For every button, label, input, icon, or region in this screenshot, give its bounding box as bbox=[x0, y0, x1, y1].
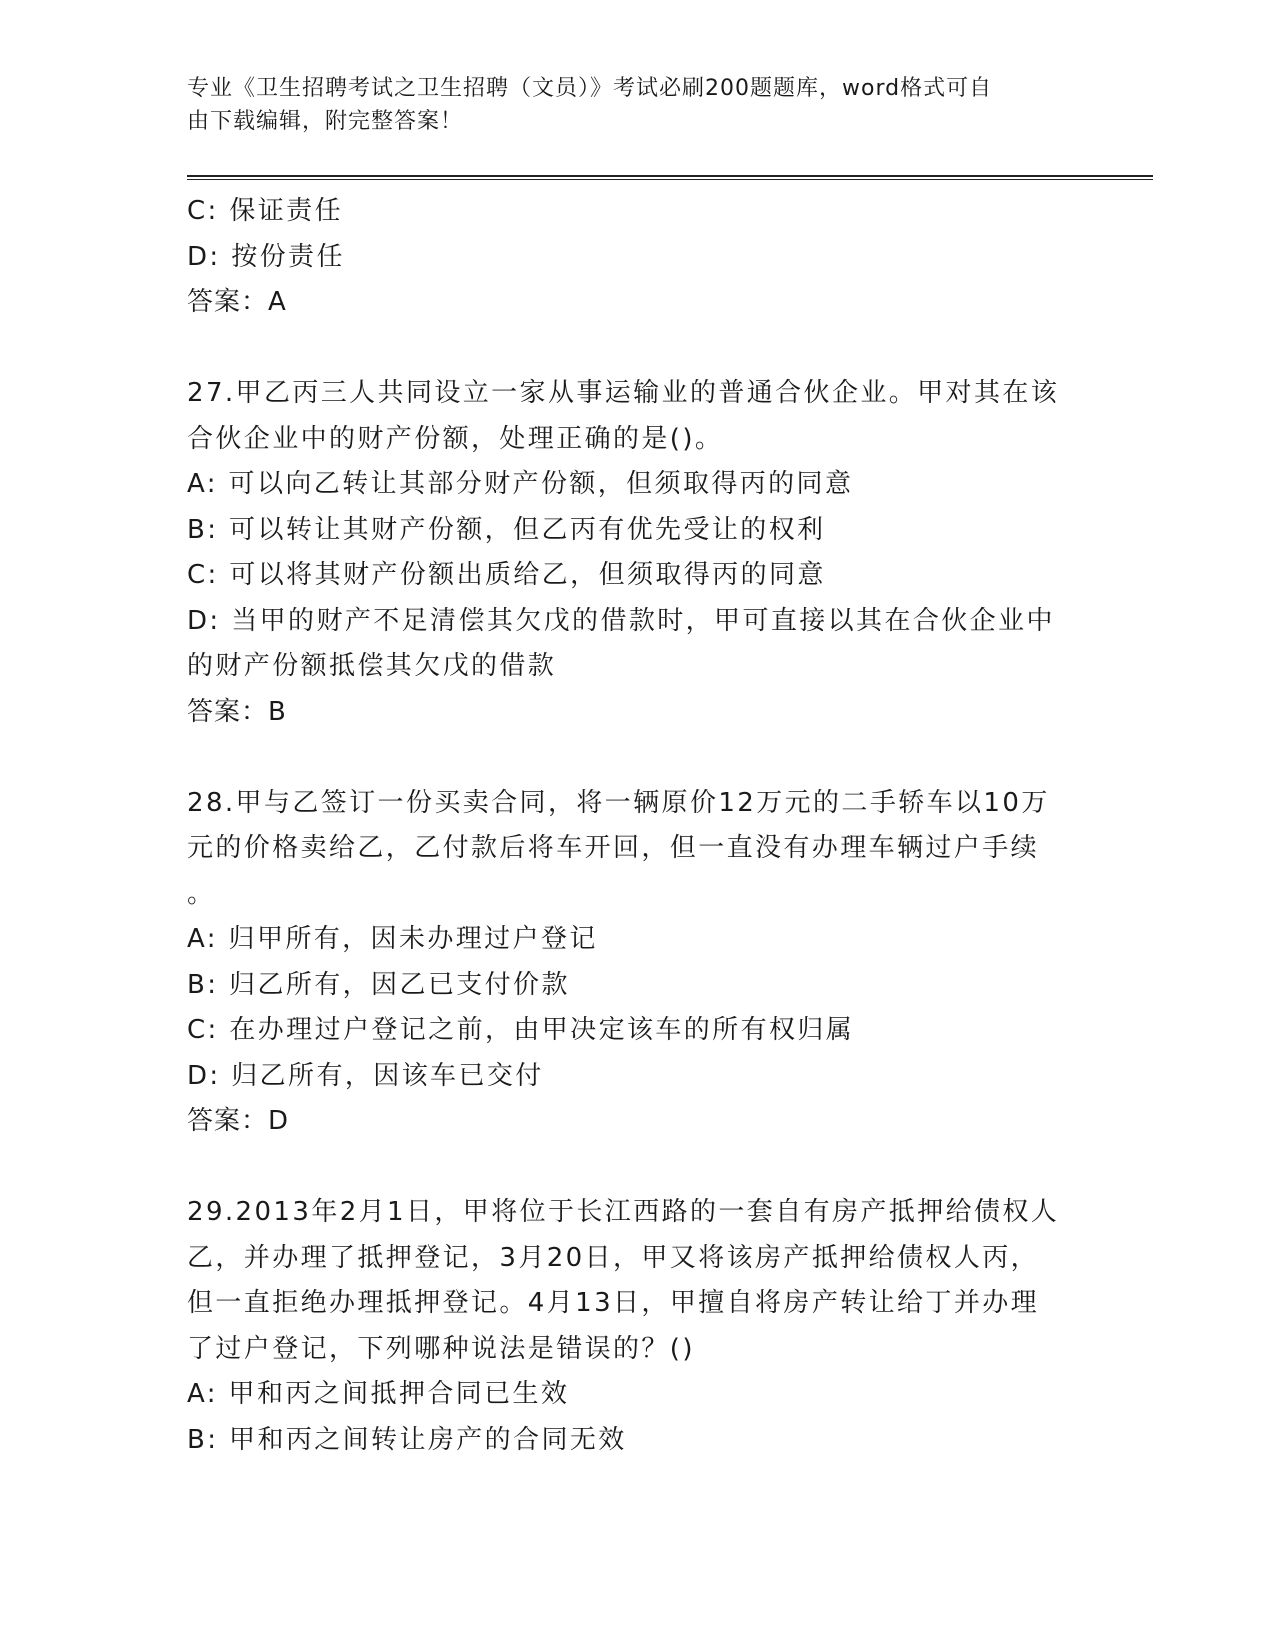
option-d: D: 按份责任 bbox=[187, 241, 345, 272]
answer-line: 答案：D bbox=[187, 1106, 290, 1136]
option-d: D: 归乙所有，因该车已交付 bbox=[187, 1060, 544, 1091]
option-b: B: 甲和丙之间转让房产的合同无效 bbox=[187, 1424, 627, 1455]
option-d: D: 当甲的财产不足清偿其欠戊的借款时，甲可直接以其在合伙企业中 bbox=[187, 605, 1055, 636]
header-line-1: 专业《卫生招聘考试之卫生招聘（文员）》考试必刷200题题库，word格式可自 bbox=[187, 76, 993, 101]
previous-question-tail bbox=[187, 189, 1087, 326]
question-stem-line: 27.甲乙丙三人共同设立一家从事运输业的普通合伙企业。甲对其在该 bbox=[187, 378, 1060, 408]
option-a: A: 可以向乙转让其部分财产份额，但须取得丙的同意 bbox=[187, 469, 854, 499]
header-divider bbox=[187, 175, 1153, 180]
option-a: A: 甲和丙之间抵押合同已生效 bbox=[187, 1379, 570, 1409]
option-b: B: 可以转让其财产份额，但乙丙有优先受让的权利 bbox=[187, 514, 826, 545]
question-stem-line: 元的价格卖给乙，乙付款后将车开回，但一直没有办理车辆过户手续 bbox=[187, 833, 1040, 863]
option-a: A: 归甲所有，因未办理过户登记 bbox=[187, 924, 598, 954]
option-c: C: 可以将其财产份额出质给乙，但须取得丙的同意 bbox=[187, 560, 826, 590]
header-line-2: 由下载编辑，附完整答案！ bbox=[187, 109, 464, 134]
question-stem-line: 了过户登记，下列哪种说法是错误的？() bbox=[187, 1333, 695, 1364]
question-28 bbox=[187, 781, 1087, 1145]
option-b: B: 归乙所有，因乙已支付价款 bbox=[187, 969, 570, 1000]
question-stem-line: 28.甲与乙签订一份买卖合同，将一辆原价12万元的二手轿车以10万 bbox=[187, 787, 1050, 818]
document-header bbox=[187, 72, 1067, 138]
answer-line: 答案：B bbox=[187, 696, 287, 727]
answer-line: 答案：A bbox=[187, 287, 287, 317]
question-stem-line: 。 bbox=[187, 878, 216, 909]
option-d-continued: 的财产份额抵偿其欠戊的借款 bbox=[187, 651, 557, 681]
question-stem-line: 29.2013年2月1日，甲将位于长江西路的一套自有房产抵押给债权人 bbox=[187, 1197, 1060, 1227]
option-c: C: 保证责任 bbox=[187, 196, 343, 226]
question-stem-line: 乙，并办理了抵押登记，3月20日，甲又将该房产抵押给债权人丙， bbox=[187, 1242, 1040, 1273]
question-stem-line: 合伙企业中的财产份额，处理正确的是()。 bbox=[187, 423, 724, 454]
document-body bbox=[187, 189, 1087, 1463]
question-27 bbox=[187, 371, 1087, 735]
spacer bbox=[187, 735, 1087, 781]
question-29 bbox=[187, 1190, 1087, 1463]
option-c: C: 在办理过户登记之前，由甲决定该车的所有权归属 bbox=[187, 1015, 855, 1045]
spacer bbox=[187, 326, 1087, 372]
question-stem-line: 但一直拒绝办理抵押登记。4月13日，甲擅自将房产转让给丁并办理 bbox=[187, 1288, 1040, 1318]
spacer bbox=[187, 1145, 1087, 1191]
